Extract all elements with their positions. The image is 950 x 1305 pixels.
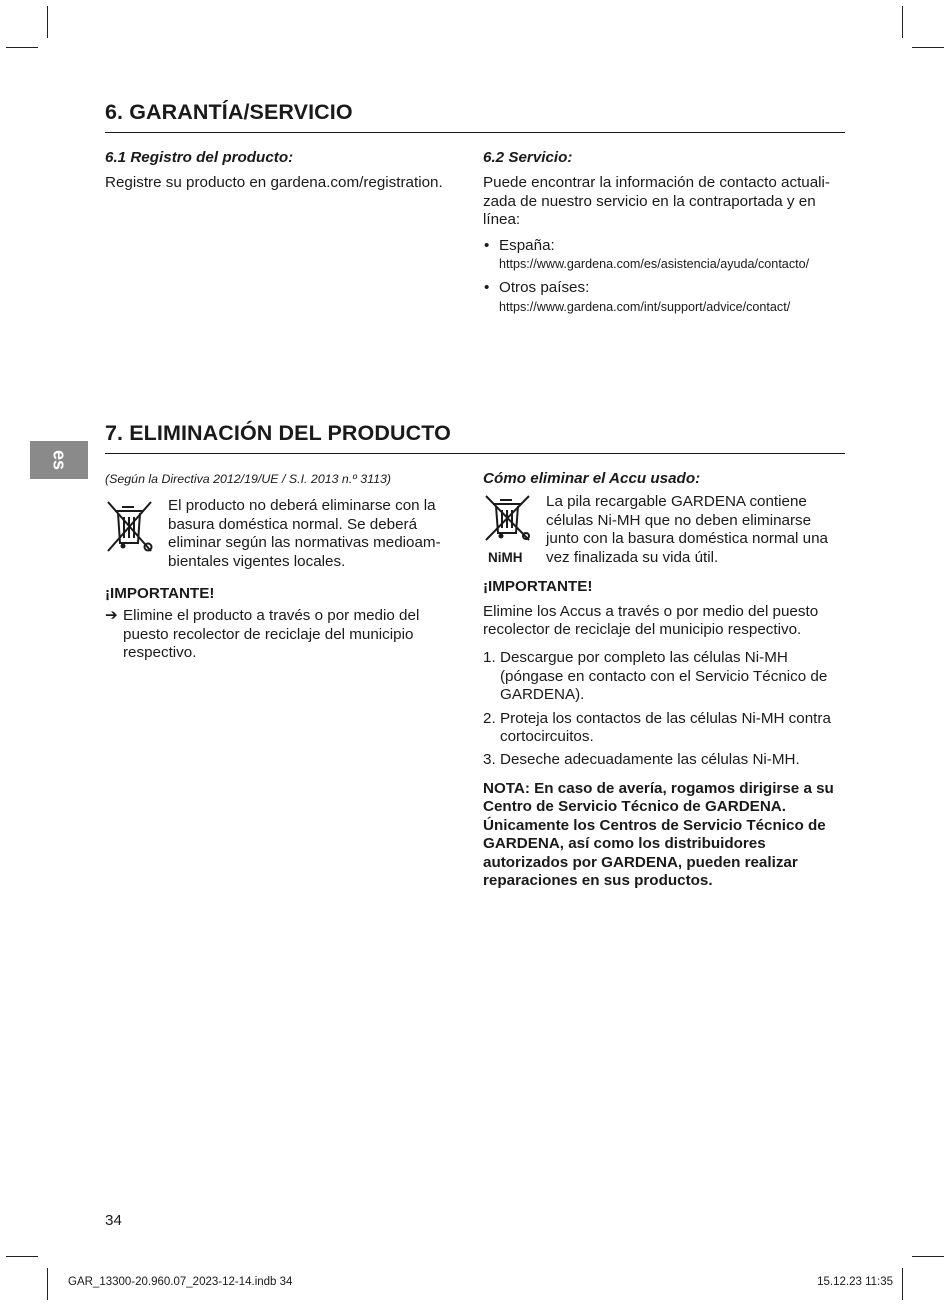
section-6-col-registration xyxy=(105,149,467,193)
crossed-bin-icon xyxy=(483,493,533,543)
crop-mark xyxy=(47,1268,48,1300)
section-7-title: 7. ELIMINACIÓN DEL PRODUCTO xyxy=(105,421,845,454)
important-label: ¡IMPORTANTE! xyxy=(483,578,593,596)
step-number: 3. xyxy=(483,751,496,769)
service-text: Puede encontrar la información de contacto actuali-zada de nuestro servicio en la contraportada y en línea: xyxy=(483,174,830,229)
service-contact-list xyxy=(483,237,845,317)
registration-text: Registre su producto en gardena.com/registration. xyxy=(105,174,443,192)
arrow-right-icon: ➔ xyxy=(105,607,118,625)
battery-steps xyxy=(483,649,845,769)
footer-file-info: GAR_13300-20.960.07_2023-12-14.indb 34 xyxy=(68,1276,293,1288)
contact-label: España: xyxy=(499,236,555,254)
step-number: 1. xyxy=(483,649,496,667)
bullet-icon: • xyxy=(484,279,490,297)
page-number: 34 xyxy=(105,1212,122,1229)
section-6-col-service xyxy=(483,149,845,322)
repair-note: NOTA: En caso de avería, rogamos dirigirse a su Centro de Servicio Técnico de GARDENA. Únicamente los Centros de Servicio Técnico de GARDENA, así como los distribuidores autorizados por GARDENA, pueden realizar reparaciones en sus productos. xyxy=(483,779,834,889)
disposal-text: El producto no deberá eliminarse con la basura doméstica normal. Se deberá eliminar según las normativas medioam-bientales vigentes locales. xyxy=(168,497,441,570)
crop-mark xyxy=(912,1256,944,1257)
battery-notice xyxy=(483,493,845,567)
disposal-notice xyxy=(105,497,467,571)
disposal-instruction xyxy=(105,607,467,662)
crop-mark xyxy=(47,6,48,38)
section-7-col-product xyxy=(105,470,467,663)
contact-url[interactable]: https://www.gardena.com/int/support/advice/contact/ xyxy=(499,299,791,314)
registration-subtitle: 6.1 Registro del producto: xyxy=(105,149,294,166)
important-label: ¡IMPORTANTE! xyxy=(105,585,215,603)
disposal-instruction-text: Elimine el producto a través o por medio del puesto recolector de reciclaje del municipio respectivo. xyxy=(123,607,420,662)
list-item xyxy=(483,237,845,274)
directive-note: (Según la Directiva 2012/19/UE / S.I. 2013 n.º 3113) xyxy=(105,472,392,486)
footer-date-time: 15.12.23 11:35 xyxy=(817,1276,893,1288)
step-number: 2. xyxy=(483,709,496,727)
step-text: Deseche adecuadamente las células Ni-MH. xyxy=(500,751,800,769)
section-7-col-battery xyxy=(483,470,845,890)
battery-important-text: Elimine los Accus a través o por medio del puesto recolector de reciclaje del municipio respectivo. xyxy=(483,602,819,639)
language-tab xyxy=(30,441,88,479)
step-text: Descargue por completo las células Ni-MH (póngase en contacto con el Servicio Técnico de GARDENA). xyxy=(500,649,828,704)
list-item xyxy=(483,751,845,769)
list-item xyxy=(483,710,845,747)
crop-mark xyxy=(902,1268,903,1300)
contact-url[interactable]: https://www.gardena.com/es/asistencia/ayuda/contacto/ xyxy=(499,257,810,272)
nimh-label: NiMH xyxy=(488,549,523,565)
battery-text: La pila recargable GARDENA contiene células Ni-MH que no deben eliminarse junto con la basura doméstica normal una vez finalizada su vida útil. xyxy=(546,493,828,566)
language-code: es xyxy=(49,449,70,471)
section-6-title: 6. GARANTÍA/SERVICIO xyxy=(105,100,845,133)
crop-mark xyxy=(912,47,944,48)
crop-mark xyxy=(902,6,903,38)
contact-label: Otros países: xyxy=(499,279,590,297)
crop-mark xyxy=(6,1256,38,1257)
list-item xyxy=(483,649,845,704)
crop-mark xyxy=(6,47,38,48)
step-text: Proteja los contactos de las células Ni-MH contra cortocircuitos. xyxy=(500,709,831,746)
battery-subtitle: Cómo eliminar el Accu usado: xyxy=(483,470,701,487)
crossed-bin-icon xyxy=(105,497,168,560)
list-item xyxy=(483,279,845,316)
bullet-icon: • xyxy=(484,236,490,254)
service-subtitle: 6.2 Servicio: xyxy=(483,149,573,166)
battery-bin-block xyxy=(483,493,546,567)
